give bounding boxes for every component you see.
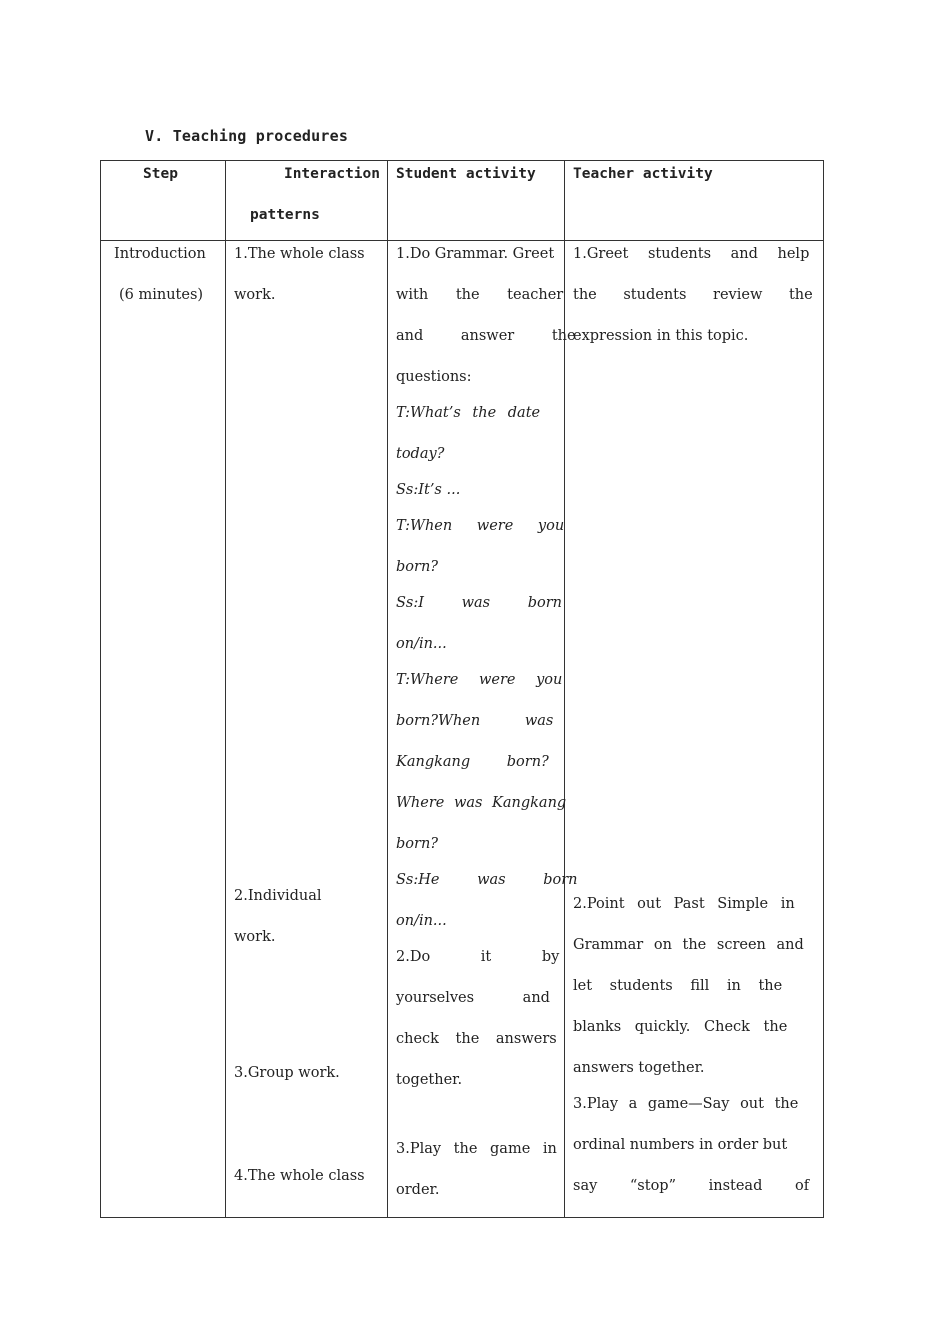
header-interaction-line2: patterns: [250, 207, 320, 223]
teacher-activity-line: blanks quickly. Check the: [573, 1019, 788, 1035]
header-step: Step: [143, 166, 178, 182]
dialogue-line: Ss:It’s ...: [396, 482, 461, 498]
dialogue-line: Ss:I was born: [396, 595, 562, 611]
header-row: [101, 161, 824, 241]
interaction-item: 2.Individual: [234, 888, 322, 904]
interaction-item: 4.The whole class: [234, 1168, 365, 1184]
dialogue-line: on/in...: [396, 913, 447, 929]
dialogue-line: born?: [396, 559, 439, 575]
dialogue-line: Ss:He was born: [396, 872, 578, 888]
interaction-item-cont: work.: [234, 929, 276, 945]
header-teacher: Teacher activity: [573, 166, 713, 182]
header-teacher-cell: [565, 161, 824, 241]
teacher-activity-line: 1.Greet students and help: [573, 246, 810, 262]
teacher-activity-line: answers together.: [573, 1060, 705, 1076]
dialogue-line: T:Where were you: [396, 672, 563, 688]
student-activity-line: 1.Do Grammar. Greet: [396, 246, 555, 262]
header-student: Student activity: [396, 166, 536, 182]
student-activity-line: together.: [396, 1072, 463, 1088]
dialogue-line: born?: [396, 836, 439, 852]
student-activity-line: and answer the: [396, 328, 576, 344]
teacher-activity-line: 3.Play a game—Say out the: [573, 1096, 799, 1112]
header-student-cell: [388, 161, 565, 241]
student-activity-line: 3.Play the game in: [396, 1141, 557, 1157]
teacher-activity-line: say “stop” instead of: [573, 1178, 810, 1194]
teacher-activity-line: ordinal numbers in order but: [573, 1137, 788, 1153]
teacher-activity-line: expression in this topic.: [573, 328, 749, 344]
interaction-item-cont: work.: [234, 287, 276, 303]
step-name: Introduction: [114, 246, 206, 262]
teacher-activity-cell: [565, 241, 824, 1218]
student-activity-cell: [388, 241, 578, 1218]
interaction-item: 3.Group work.: [234, 1065, 340, 1081]
student-activity-line: questions:: [396, 369, 472, 385]
dialogue-line: today?: [396, 446, 445, 462]
student-activity-line: with the teacher: [396, 287, 564, 303]
header-step-cell: [101, 161, 226, 241]
teacher-activity-line: 2.Point out Past Simple in: [573, 896, 795, 912]
teacher-activity-line: the students review the: [573, 287, 813, 303]
dialogue-line: T:What’s the date: [396, 405, 541, 421]
header-interaction: Interaction: [283, 166, 380, 182]
header-interaction-cell: [226, 161, 388, 241]
introduction-row: [101, 241, 824, 1218]
interaction-cell: [226, 241, 388, 1218]
dialogue-line: T:When were you: [396, 518, 565, 534]
student-activity-line: order.: [396, 1182, 440, 1198]
teaching-procedures-table: [100, 160, 824, 1218]
student-activity-line: yourselves and: [396, 990, 550, 1006]
dialogue-line: born?When was: [396, 713, 554, 729]
dialogue-line: on/in...: [396, 636, 447, 652]
step-duration: (6 minutes): [119, 287, 204, 303]
teacher-activity-line: let students fill in the: [573, 978, 783, 994]
dialogue-line: Kangkang born?: [396, 754, 549, 770]
step-cell: [101, 241, 226, 1218]
teacher-activity-line: Grammar on the screen and: [573, 937, 804, 953]
interaction-item: 1.The whole class: [234, 246, 365, 262]
student-activity-line: check the answers: [396, 1031, 557, 1047]
section-heading: V. Teaching procedures: [145, 127, 349, 145]
dialogue-line: Where was Kangkang: [396, 795, 567, 811]
student-activity-line: 2.Do it by: [396, 949, 560, 965]
